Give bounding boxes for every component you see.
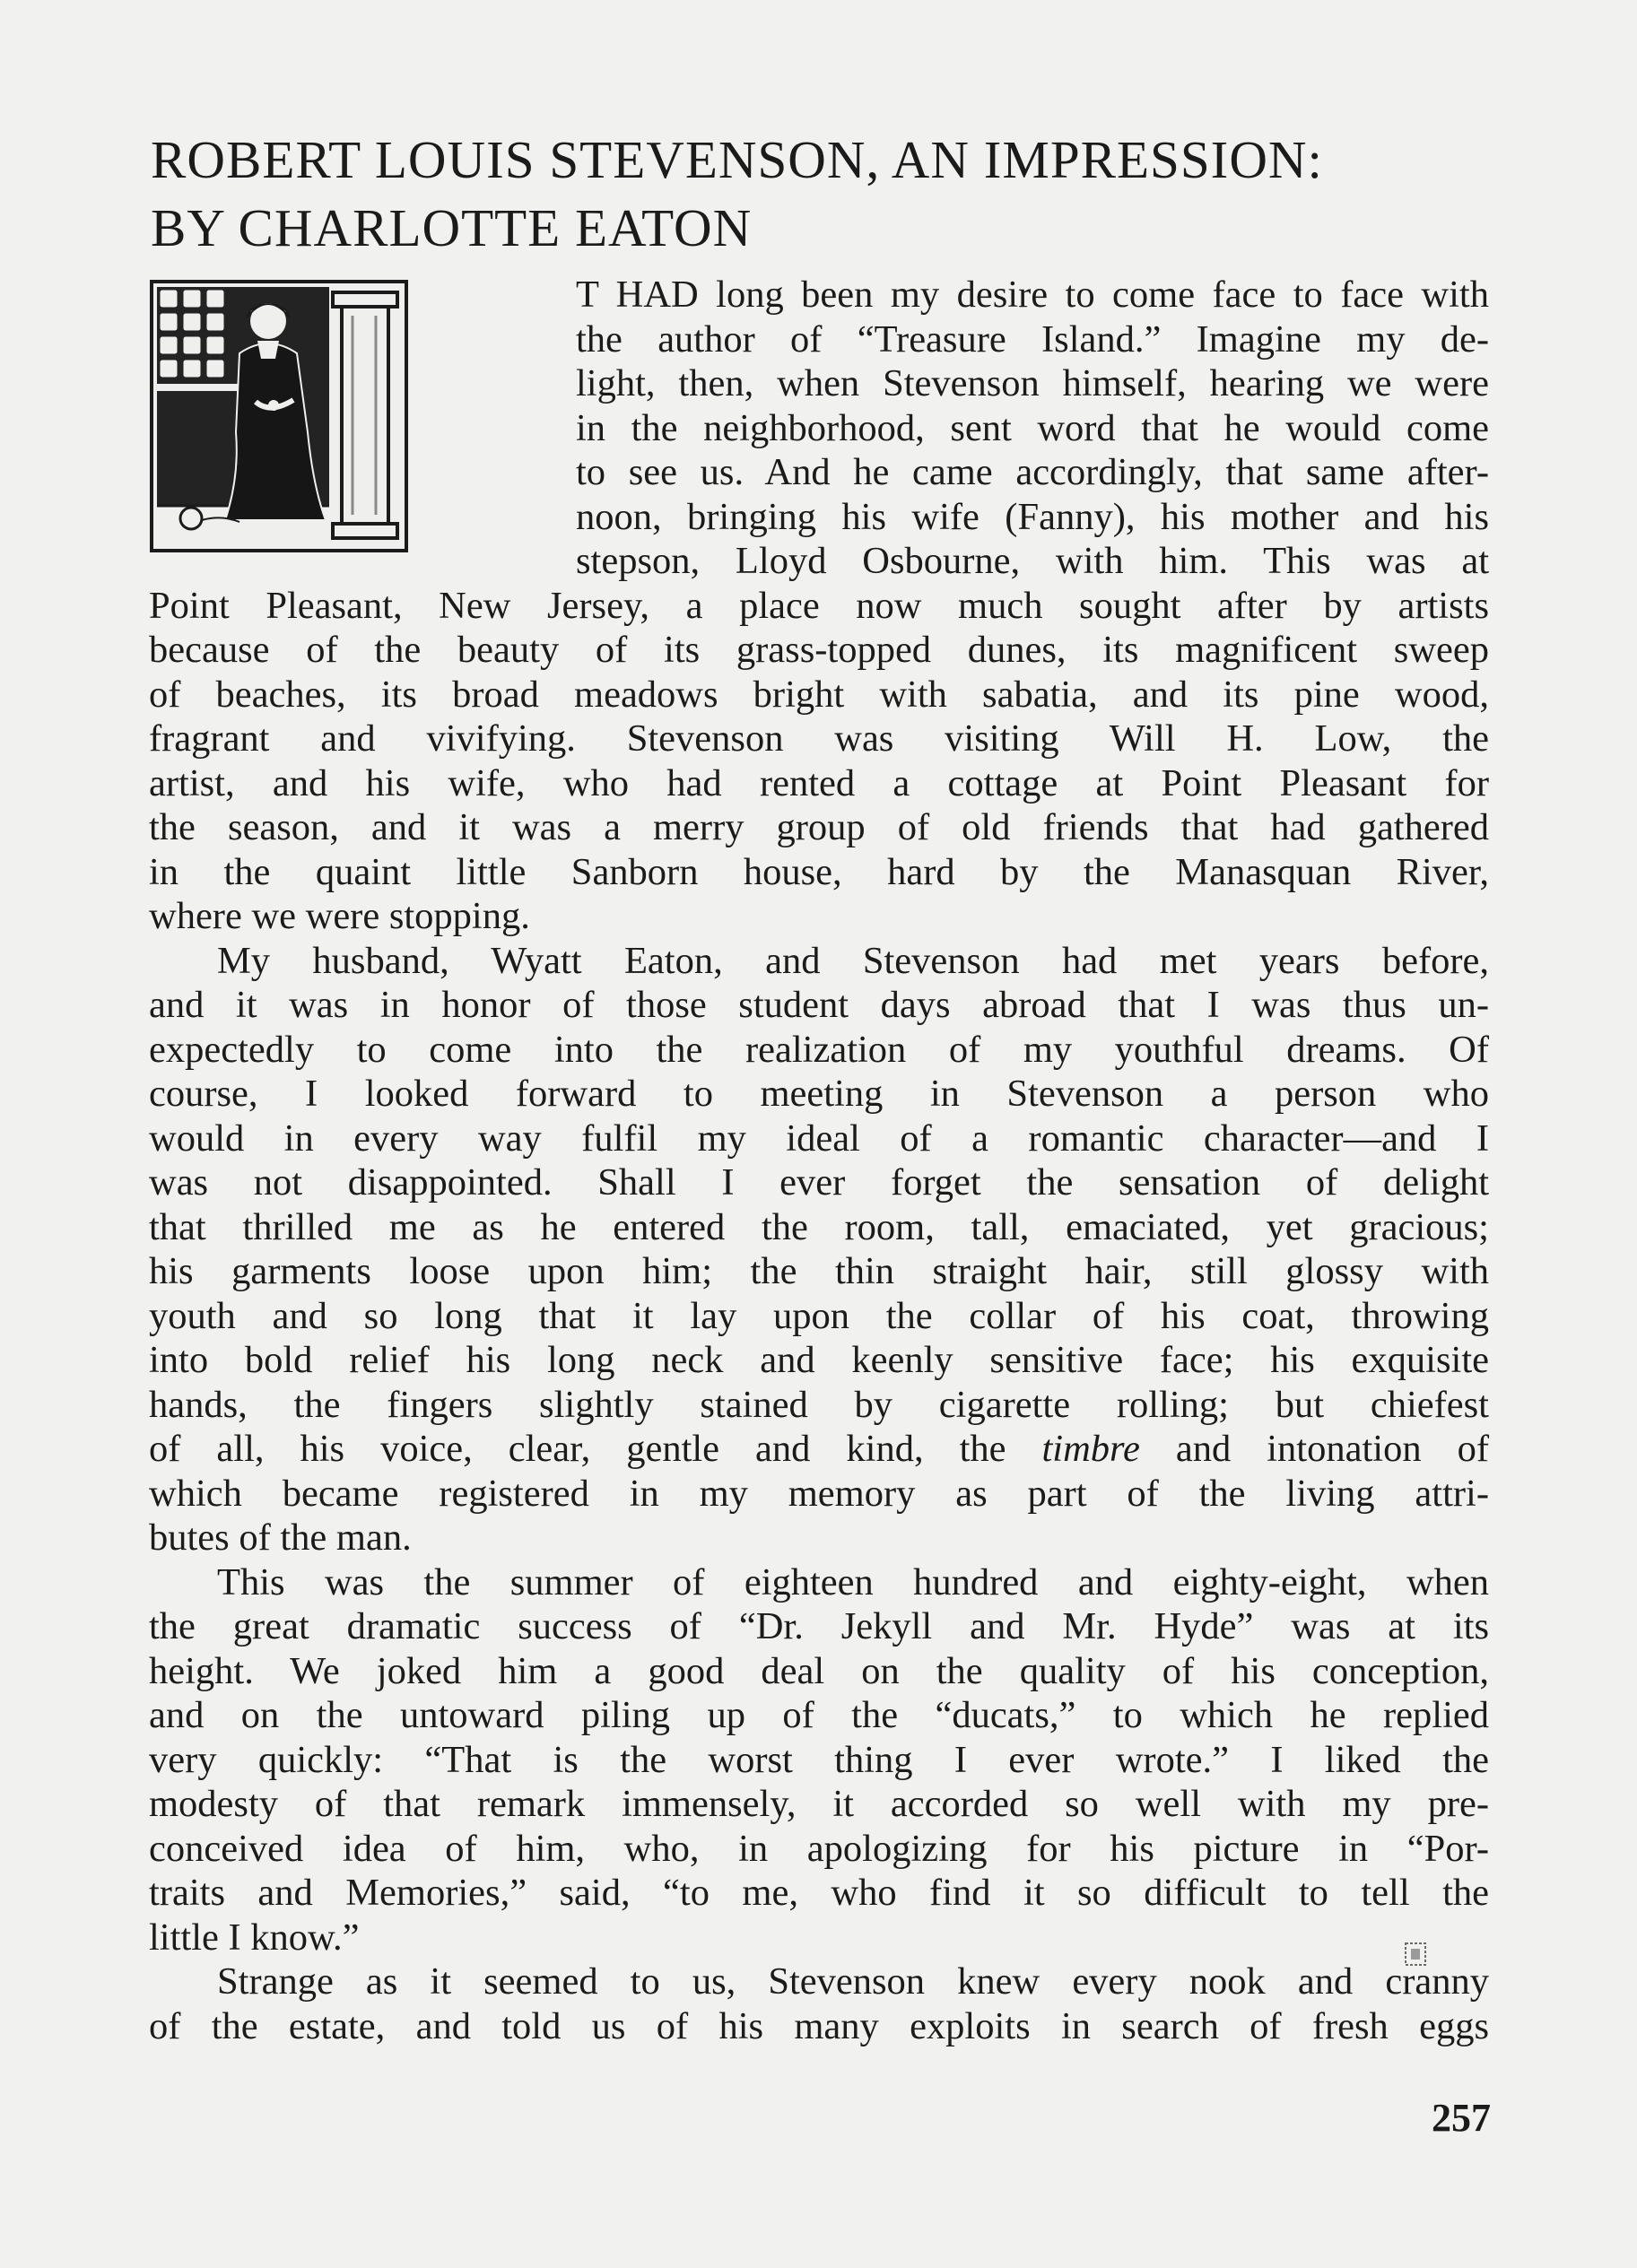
text-line: that thrilled me as he entered the room, tall, emaciated, yet gracious;	[149, 1205, 1489, 1248]
text-line: hands, the fingers slightly stained by cigarette rolling; but chiefest	[149, 1383, 1489, 1426]
text-line: little I know.”	[149, 1916, 360, 1959]
text-line: in the quaint little Sanborn house, hard by the Manasquan River,	[149, 850, 1489, 893]
text-line: My husband, Wyatt Eaton, and Stevenson had met years before,	[217, 939, 1489, 982]
italic-word: timbre	[1041, 1428, 1140, 1470]
text-line: to see us. And he came accordingly, that same after-	[576, 451, 1489, 493]
text-line: youth and so long that it lay upon the collar of his coat, throwing	[149, 1294, 1489, 1337]
text-line: expectedly to come into the realization of my youthful dreams. Of	[149, 1028, 1489, 1071]
page-number: 257	[1432, 2096, 1491, 2140]
text-line: noon, bringing his wife (Fanny), his mother and his	[576, 495, 1489, 538]
text-line: and on the untoward piling up of the “ducats,” to which he replied	[149, 1694, 1489, 1736]
text-line: Strange as it seemed to us, Stevenson knew every nook and cranny	[217, 1960, 1489, 2003]
title-line-1: ROBERT LOUIS STEVENSON, AN IMPRESSION:	[151, 130, 1323, 189]
text-line: stepson, Lloyd Osbourne, with him. This was at	[576, 540, 1489, 582]
text-line: height. We joked him a good deal on the quality of his conception,	[149, 1649, 1489, 1692]
text-line: in the neighborhood, sent word that he would come	[576, 406, 1489, 449]
text-line: modesty of that remark immensely, it accorded so well with my pre-	[149, 1783, 1489, 1825]
text-line: of all, his voice, clear, gentle and kind, the timbre and intonation of	[149, 1428, 1489, 1470]
text-line: T HAD long been my desire to come face to face with	[576, 274, 1489, 316]
text-line: course, I looked forward to meeting in Stevenson a person who	[149, 1073, 1489, 1115]
text-line: would in every way fulfil my ideal of a romantic character—and I	[149, 1117, 1489, 1160]
text-line: the author of “Treasure Island.” Imagine my de-	[576, 317, 1489, 361]
text-line: light, then, when Stevenson himself, hearing we were	[576, 362, 1489, 404]
text-line: was not disappointed. Shall I ever forget the sensation of delight	[149, 1161, 1489, 1204]
text-line: which became registered in my memory as part of the living attri-	[149, 1472, 1489, 1515]
text-line: very quickly: “That is the worst thing I ever wrote.” I liked the	[149, 1738, 1489, 1781]
article-body	[149, 273, 1489, 2048]
article-title	[151, 126, 1496, 262]
text-line: the season, and it was a merry group of old friends that had gathered	[149, 806, 1489, 848]
text-line: of the estate, and told us of his many exploits in search of fresh eggs	[149, 2004, 1489, 2047]
text-line: because of the beauty of its grass-topped dunes, its magnificent sweep	[149, 629, 1489, 671]
title-line-2: BY CHARLOTTE EATON	[151, 198, 753, 257]
text-line: Point Pleasant, New Jersey, a place now much sought after by artists	[149, 584, 1489, 627]
text-line: into bold relief his long neck and keenly sensitive face; his exquisite	[149, 1339, 1489, 1381]
text-line: butes of the man.	[149, 1516, 412, 1559]
text-line: where we were stopping.	[149, 895, 530, 937]
text-line: the great dramatic success of “Dr. Jekyll and Mr. Hyde” was at its	[149, 1605, 1489, 1647]
text-line: fragrant and vivifying. Stevenson was visiting Will H. Low, the	[149, 717, 1489, 760]
text-line: artist, and his wife, who had rented a cottage at Point Pleasant for	[149, 761, 1489, 804]
text-line: traits and Memories,” said, “to me, who find it so difficult to tell the	[149, 1872, 1489, 1914]
text-line: This was the summer of eighteen hundred and eighty-eight, when	[217, 1560, 1489, 1603]
text-line: and it was in honor of those student days abroad that I was thus un-	[149, 984, 1489, 1026]
text-line: conceived idea of him, who, in apologizing for his picture in “Por-	[149, 1827, 1489, 1870]
small-ornament-icon	[1403, 1941, 1428, 1968]
text-line: his garments loose upon him; the thin straight hair, still glossy with	[149, 1250, 1489, 1292]
text-line: of beaches, its broad meadows bright with sabatia, and its pine wood,	[149, 673, 1489, 716]
